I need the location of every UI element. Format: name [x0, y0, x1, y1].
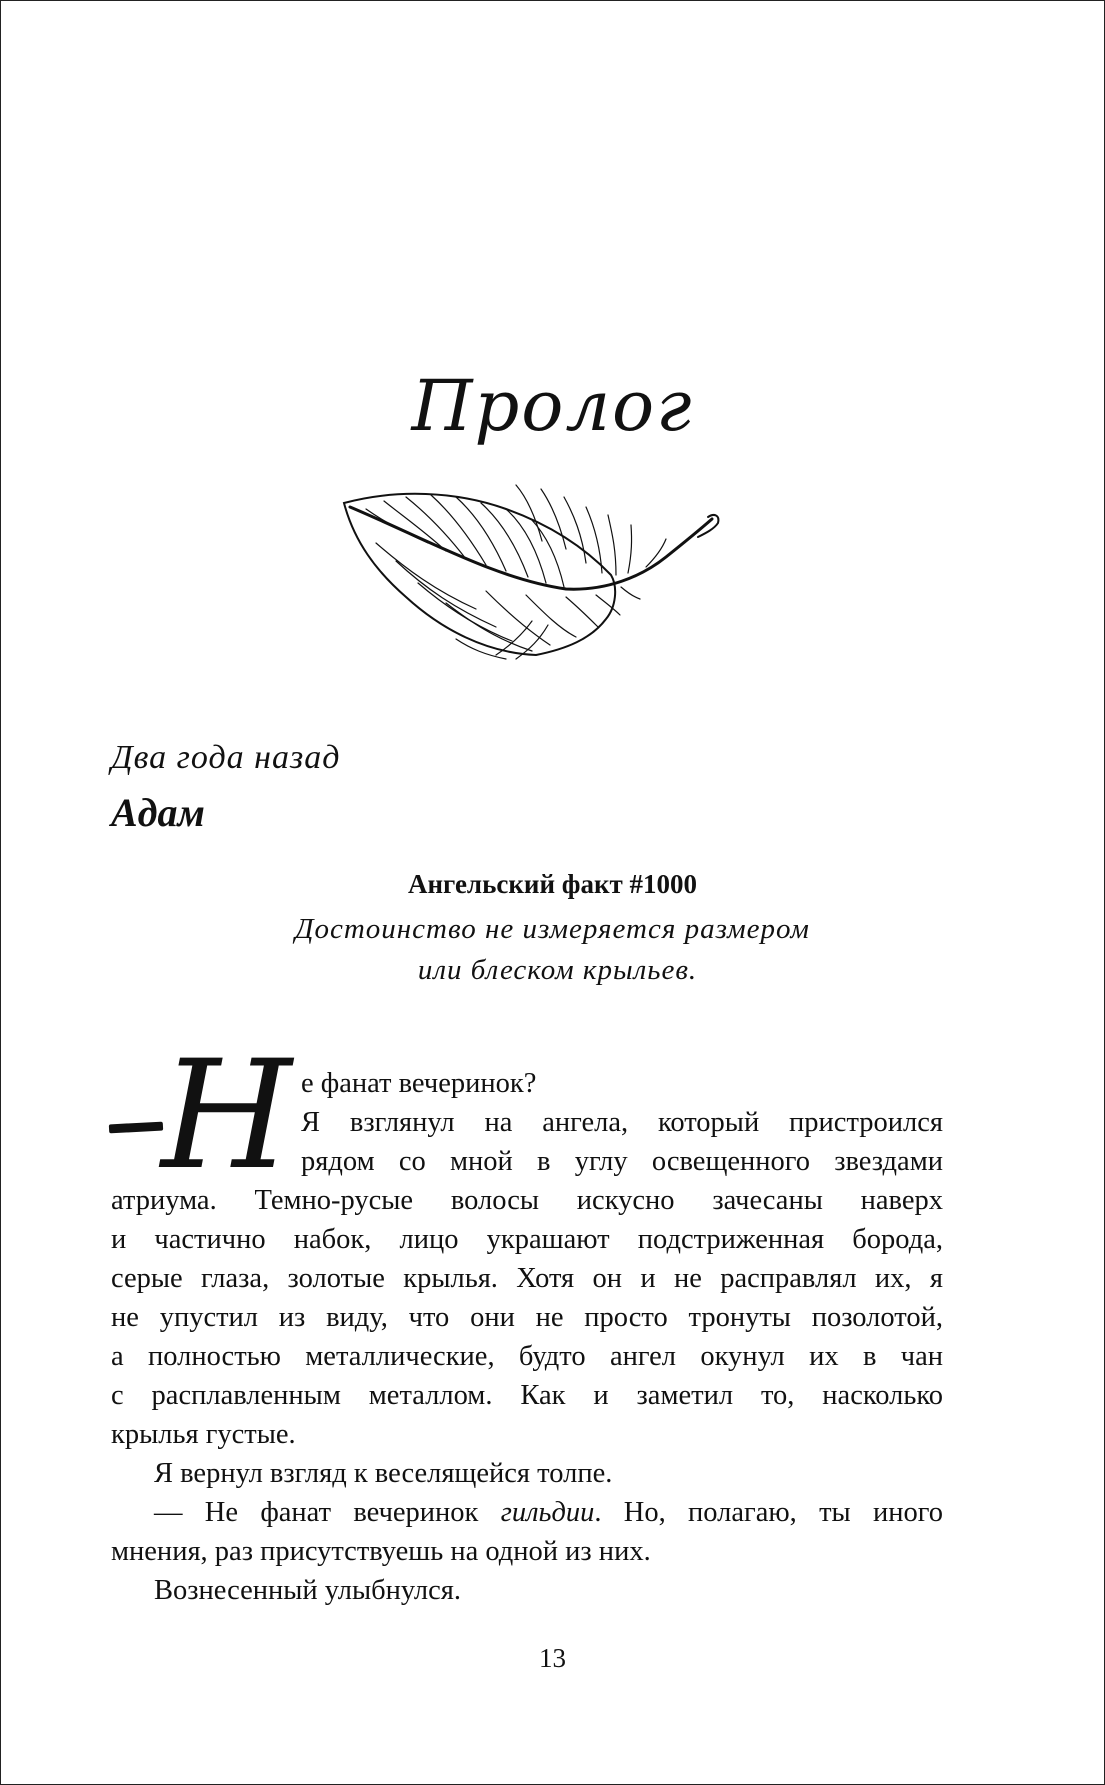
body-line: Вознесенный улыбнулся. — [154, 1575, 462, 1606]
body-line: а полностью металлические, будто ангел окунул их в чан — [111, 1341, 943, 1372]
body-line: и частично набок, лицо украшают подстриженная борода, — [111, 1224, 943, 1255]
epigraph-line: или блеском крыльев. — [417, 954, 698, 986]
body-line: мнения, раз присутствуешь на одной из них. — [111, 1536, 651, 1567]
body-line: е фанат вечеринок? — [301, 1068, 537, 1099]
pov-name: Адам — [111, 790, 205, 835]
body-line: не упустил из виду, что они не просто тронуты позолотой, — [111, 1302, 943, 1333]
body-line: рядом со мной в углу освещенного звездами — [301, 1146, 943, 1177]
chapter-title: Пролог — [411, 365, 694, 447]
feather-icon — [336, 479, 726, 661]
body-line: крылья густые. — [111, 1419, 296, 1450]
dropcap-letter: Н — [161, 1029, 292, 1203]
body-line: Я вернул взгляд к веселящейся толпе. — [154, 1458, 613, 1489]
body-line: атриума. Темно-русые волосы искусно зачесаны наверх — [111, 1185, 943, 1216]
body-line: Я взглянул на ангела, который пристроился — [301, 1107, 943, 1138]
body-line — [154, 1499, 943, 1528]
body-text: — Не фанат вечеринок — [154, 1497, 501, 1528]
epigraph-line: Достоинство не измеряется размером — [295, 913, 810, 945]
body-text: . Но, полагаю, ты иного — [594, 1497, 943, 1528]
body-line: с расплавленным металлом. Как и заметил то, насколько — [111, 1380, 943, 1411]
epigraph-title: Ангельский факт #1000 — [407, 869, 698, 899]
time-label: Два года назад — [111, 739, 341, 776]
dropcap-dash — [109, 1122, 163, 1134]
emphasis-text: гильдии — [500, 1497, 595, 1528]
page-number: 13 — [539, 1643, 566, 1673]
body-line: серые глаза, золотые крылья. Хотя он и не расправлял их, я — [111, 1263, 943, 1294]
